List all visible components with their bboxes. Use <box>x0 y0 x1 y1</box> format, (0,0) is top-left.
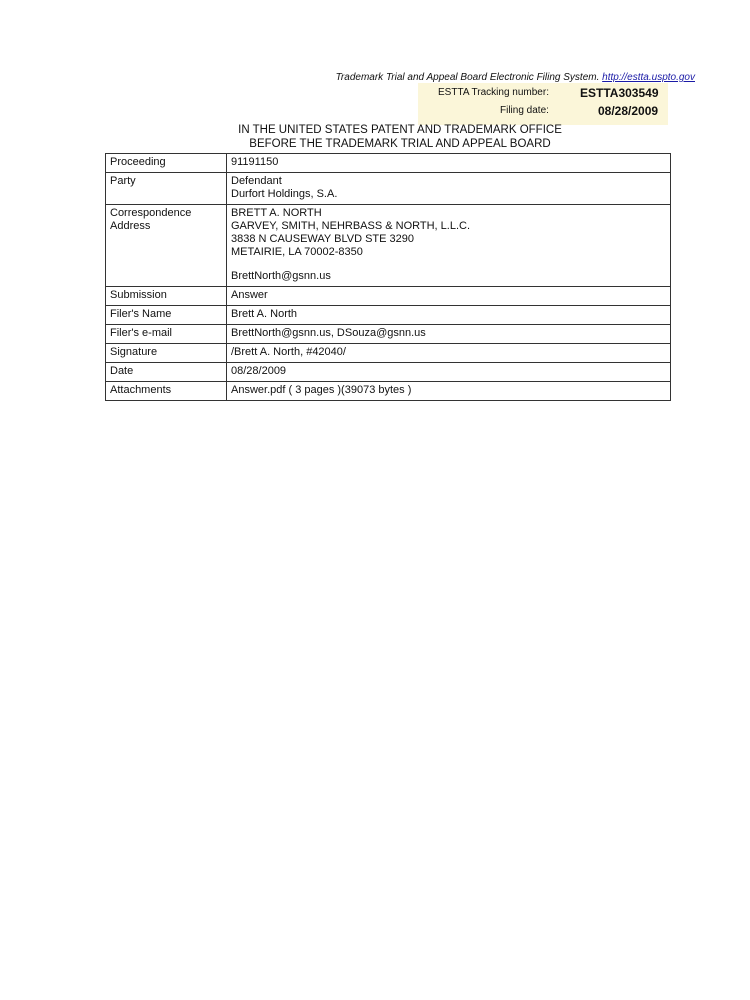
table-row <box>106 154 671 173</box>
correspondence-label <box>106 205 227 287</box>
date-value: 08/28/2009 <box>227 363 671 382</box>
attachments-label: Attachments <box>106 382 227 401</box>
filers-email-value: BrettNorth@gsnn.us, DSouza@gsnn.us <box>227 325 671 344</box>
filing-date-value: 08/28/2009 <box>598 104 659 118</box>
party-name: Durfort Holdings, S.A. <box>231 188 338 200</box>
filing-details-table <box>105 153 671 401</box>
filing-system-text: Trademark Trial and Appeal Board Electronic Filing System. <box>335 72 600 83</box>
proceeding-label: Proceeding <box>106 154 227 173</box>
table-row <box>106 205 671 287</box>
office-title-line2: BEFORE THE TRADEMARK TRIAL AND APPEAL BOARD <box>249 138 551 150</box>
correspondence-email: BrettNorth@gsnn.us <box>231 270 331 282</box>
correspondence-value <box>227 205 671 287</box>
table-row <box>106 363 671 382</box>
signature-label: Signature <box>106 344 227 363</box>
correspondence-firm: GARVEY, SMITH, NEHRBASS & NORTH, L.L.C. <box>231 220 471 232</box>
correspondence-street: 3838 N CAUSEWAY BLVD STE 3290 <box>231 233 415 245</box>
correspondence-label-line1: Correspondence <box>110 207 192 219</box>
correspondence-city: METAIRIE, LA 70002-8350 <box>231 246 363 258</box>
submission-label: Submission <box>106 287 227 306</box>
party-value <box>227 173 671 205</box>
estta-info-box <box>418 83 668 125</box>
table-row <box>106 306 671 325</box>
signature-value: /Brett A. North, #42040/ <box>227 344 671 363</box>
table-row <box>106 325 671 344</box>
table-row <box>106 344 671 363</box>
filers-name-label: Filer's Name <box>106 306 227 325</box>
tracking-number-value: ESTTA303549 <box>580 86 659 100</box>
party-role: Defendant <box>231 175 282 187</box>
filing-system-header <box>0 72 695 83</box>
filers-name-value: Brett A. North <box>227 306 671 325</box>
attachments-value: Answer.pdf ( 3 pages )(39073 bytes ) <box>227 382 671 401</box>
table-row <box>106 382 671 401</box>
date-label: Date <box>106 363 227 382</box>
office-title-line1: IN THE UNITED STATES PATENT AND TRADEMARK OFFICE <box>238 124 562 136</box>
table-row <box>106 287 671 306</box>
proceeding-value: 91191150 <box>227 154 671 173</box>
estta-link[interactable]: http://estta.uspto.gov <box>602 72 695 83</box>
submission-value: Answer <box>227 287 671 306</box>
filing-date-label: Filing date: <box>500 105 549 116</box>
table-row <box>106 173 671 205</box>
correspondence-name: BRETT A. NORTH <box>231 207 322 219</box>
tracking-number-label: ESTTA Tracking number: <box>438 87 549 98</box>
correspondence-label-line2: Address <box>110 220 151 232</box>
filers-email-label: Filer's e-mail <box>106 325 227 344</box>
party-label: Party <box>106 173 227 205</box>
